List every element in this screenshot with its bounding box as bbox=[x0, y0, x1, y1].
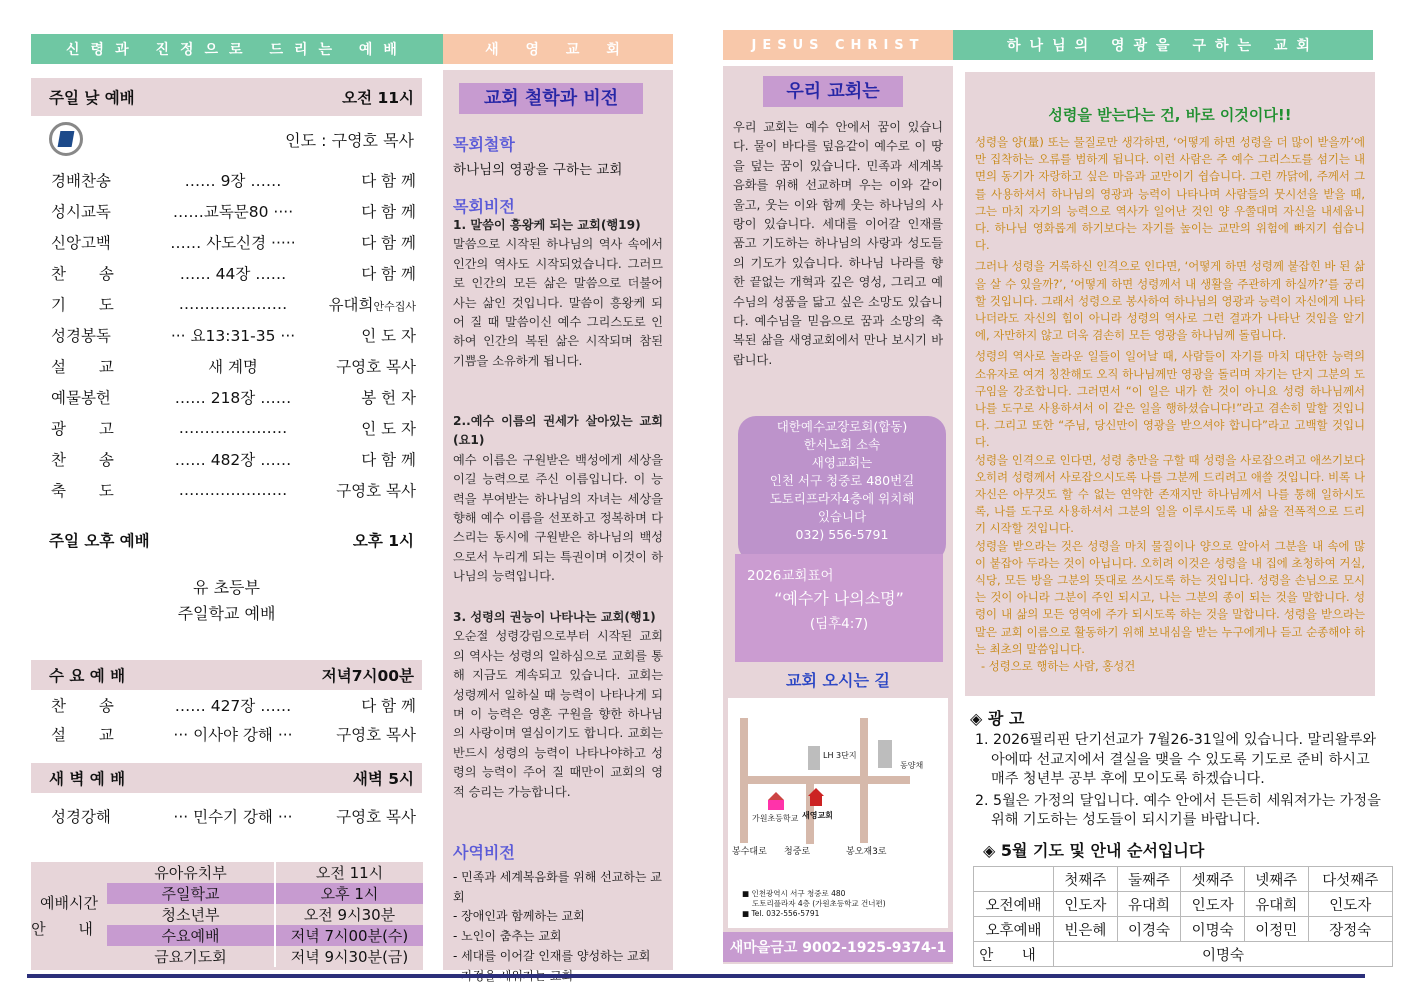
mission-item: - 민족과 세계복음화를 위해 선교하는 교회 bbox=[453, 870, 662, 904]
schedule-label bbox=[31, 862, 107, 970]
order-detail: …… 482장 …… bbox=[174, 450, 292, 469]
month-guide-label: 안 내 bbox=[974, 942, 1054, 967]
holy-spirit-panel bbox=[965, 72, 1375, 696]
month-row-label: 오전예배 bbox=[974, 892, 1054, 917]
article-p1: 성령을 양(量) 또는 물질로만 생각하면, ‘어떻게 하면 성령을 더 많이 받을까’에만 집착하는 오류를 범하게 됩니다. 이런 사람은 주 예수 그리스도를 섬기는 내면의 동기가 자랑하고 싶은 마음과 교만이기 쉽습니다. 그런 까닭에, 주께서 그를 사용하셔서 하나님의 영광과 능력이 나타나며 사람들의 뭇시선을 받을 때, 그는 마치 자기의 능력으로 역사가 일어난 것인 양 우쭐대며 자신을 내세웁니다. 하나님 영화롭게 하기보다는 자기를 높이는 교만의 위험에 빠지기 쉽습니다. bbox=[975, 135, 1365, 253]
schedule-time: 저녁 9시30분(금) bbox=[275, 946, 423, 967]
schedule-row bbox=[107, 862, 423, 883]
wednesday-order bbox=[31, 690, 422, 750]
jesus-christ-banner: JESUS CHRIST bbox=[723, 30, 953, 60]
sunday-pm-line2: 주일학교 예배 bbox=[177, 604, 276, 623]
map-label-lh: LH 3단지 bbox=[823, 751, 857, 760]
schedule-name: 수요예배 bbox=[107, 925, 275, 946]
map-address-1: ■ 인천광역시 서구 청중로 480 bbox=[742, 889, 846, 898]
wednesday-time: 저녁7시00분 bbox=[321, 667, 414, 685]
order-row bbox=[31, 443, 422, 474]
wednesday-header bbox=[31, 660, 422, 690]
order-person bbox=[361, 324, 416, 346]
wednesday-service bbox=[31, 660, 422, 750]
month-guide-row bbox=[974, 942, 1393, 967]
vision-2-title: 2..예수 이름의 권세가 살아있는 교회(요1) bbox=[453, 414, 663, 448]
schedule-time: 오전 9시30분 bbox=[275, 904, 423, 925]
order-detail: ………………… bbox=[178, 418, 288, 437]
order-detail: ··· 민수기 강해 ··· bbox=[173, 808, 293, 826]
order-name: 찬 송 bbox=[51, 450, 128, 469]
order-detail: …… 44장 …… bbox=[179, 264, 287, 283]
month-row bbox=[974, 892, 1393, 917]
order-detail: ··· 요13:31-35 ··· bbox=[170, 326, 296, 345]
order-person-name: 다 함 께 bbox=[361, 696, 416, 715]
month-row-label: 오후예배 bbox=[974, 917, 1054, 942]
order-row bbox=[31, 257, 422, 288]
church-info-line: 인천 서구 청중로 480번길 bbox=[769, 473, 915, 488]
order-row bbox=[31, 801, 422, 831]
right-top-banner: 하나님의 영광을 구하는 교회 bbox=[953, 30, 1373, 60]
about-title: 우리 교회는 bbox=[763, 76, 903, 107]
article-p3: 성령의 역사로 놀라운 일들이 일어날 때, 사람들이 자기를 마치 대단한 능력의 소유자로 여겨 칭찬해도 오직 하나님께만 영광을 돌리며 자기는 단지 그분의 도구임을 강조합니다. 그러면서 “이 일은 내가 한 것이 아니요 성령 하나님께서 나를 도구로 사용하셔서 이 같은 일을 행하셨습니다!”라고 겸손히 말할 것입니다. 그리고 또한 “주님, 당신만이 영광을 받으셔야 합니다”라고 고백할 것입니다. bbox=[975, 349, 1365, 450]
dawn-header bbox=[31, 763, 422, 793]
vision-2-body: 예수 이름은 구원받은 백성에게 세상을 이길 능력으로 주신 이름입니다. 이 능력을 부여받는 하나님의 자녀는 세상을 향해 예수 이름을 선포하고 정복하며 다스리는 동시에 구원받은 하나님의 백성으로서 누리게 되는 특권이며 이것이 하나님의 능력입니다. bbox=[453, 452, 663, 584]
month-cell: 인도자 bbox=[1308, 892, 1392, 917]
order-person bbox=[336, 355, 416, 377]
vision-3-title: 3. 성령의 권능이 나타나는 교회(행1) bbox=[453, 610, 656, 624]
order-person-name: 다 함 께 bbox=[361, 264, 416, 283]
month-corner bbox=[974, 867, 1054, 892]
article-p5: 성령을 받으라는 것은 성령을 마치 물질이나 양으로 알아서 그분을 내 속에 많이 붙잡아 두라는 것이 아닙니다. 오히려 이것은 성령을 내 집에 초청하여 거실, 식당, 모든 방을 그분의 뜻대로 쓰시도록 하는 것입니다. 성령을 손님으로 모시는 것이 아니라 그분이 주인 되시고, 나는 그분의 종이 되는 것을 말합니다. 성령이 내 삶의 모든 영역에 주가 되시도록 하는 것을 말합니다. 성령을 받으라는 말은 교회 이름으로 활동하기 위해 보내심을 받는 누구에게나 듣고 순종해야 하는 최초의 말씀입니다. bbox=[975, 538, 1365, 656]
schedule-label-2: 안 내 bbox=[31, 920, 107, 938]
dawn-service bbox=[31, 763, 422, 843]
map-label-church: 새영교회 bbox=[802, 811, 833, 820]
service-leader: 인도 : 구영호 목사 bbox=[285, 131, 414, 150]
schedule-time: 오전 11시 bbox=[275, 862, 423, 883]
order-detail: …… 사도신경 ····· bbox=[170, 233, 296, 252]
order-detail: 새 계명 bbox=[208, 357, 258, 376]
wednesday-title: 수 요 예 배 bbox=[49, 667, 126, 685]
church-info-line: 대한예수교장로회(합동) bbox=[776, 419, 908, 434]
motto-text: “예수가 나의소명” bbox=[774, 589, 904, 608]
mission-item: - 세대를 이어갈 인재를 양성하는 교회 bbox=[453, 948, 651, 963]
order-person bbox=[329, 293, 416, 315]
month-week-header: 둘째주 bbox=[1117, 867, 1181, 892]
order-detail: ……교독문80 ···· bbox=[172, 202, 294, 221]
holy-spirit-article bbox=[975, 134, 1365, 675]
article-p2: 그러나 성령을 거룩하신 인격으로 인다면, ‘어떻게 하면 성령께 붙잡힌 바 된 삶을 살 수 있을까?’, ‘어떻게 하면 성령께서 내 생활을 주관하게 하실까?’를 궁리할 것입니다. 그래서 성령으로 봉사하여 하나님의 영광과 능력이 자신에게 나타나더라도 자신의 힘이 아니라 성령의 역사로 그런 결과가 나타난 것임을 알기에, 자만하지 않고 더욱 겸손히 모든 영광을 하나님께 돌립니다. bbox=[975, 259, 1365, 343]
map-label-dongyang: 동양채 bbox=[900, 761, 924, 770]
schedule-table bbox=[107, 862, 423, 967]
dawn-title: 새 벽 예 배 bbox=[49, 770, 126, 788]
article-signature: - 성령으로 행하는 사람, 홍성건 bbox=[981, 659, 1136, 674]
order-name: 성시교독 bbox=[51, 202, 111, 221]
schedule-time: 저녁 7시00분(수) bbox=[275, 925, 423, 946]
order-row bbox=[31, 350, 422, 381]
order-person-name: 다 함 께 bbox=[361, 450, 416, 469]
order-person bbox=[361, 231, 416, 253]
mission-item: - 장애인과 함께하는 교회 bbox=[453, 909, 585, 924]
church-info-line: 있습니다 bbox=[817, 509, 867, 524]
month-cell: 이명숙 bbox=[1181, 917, 1245, 942]
map-label-road1: 봉수대로 bbox=[732, 847, 767, 857]
mission-item: - 노인이 춤추는 교회 bbox=[453, 929, 562, 944]
holy-spirit-title: 성령을 받는다는 건, 바로 이것이다!! bbox=[1048, 106, 1292, 124]
order-name: 기 도 bbox=[51, 295, 128, 314]
order-name: 성경봉독 bbox=[51, 326, 111, 345]
ad-title: ◈ 광 고 bbox=[970, 709, 1025, 728]
schedule-row bbox=[107, 904, 423, 925]
ad-item: 2. 5월은 가정의 달입니다. 예수 안에서 든든히 세워져가는 가정을 위해 기도하는 성도들이 되시기를 바랍니다. bbox=[975, 792, 1381, 828]
order-name: 축 도 bbox=[51, 481, 128, 500]
dawn-time: 새벽 5시 bbox=[352, 770, 414, 788]
month-week-header: 셋째주 bbox=[1181, 867, 1245, 892]
order-row bbox=[31, 226, 422, 257]
left-top-banner: 신령과 진정으로 드리는 예배 bbox=[31, 34, 443, 64]
sunday-am-order bbox=[31, 164, 422, 504]
ministry-vision-heading: 목회비전 bbox=[453, 197, 515, 216]
vision-2 bbox=[453, 412, 663, 587]
footer-line bbox=[27, 974, 1365, 978]
order-row bbox=[31, 719, 422, 748]
philosophy-title: 교회 철학과 비전 bbox=[459, 83, 643, 114]
order-person-name: 구영호 목사 bbox=[336, 725, 416, 744]
motto-reference: (딤후4:7) bbox=[809, 616, 869, 632]
order-person-name: 인 도 자 bbox=[361, 326, 416, 345]
month-week-header: 다섯째주 bbox=[1308, 867, 1392, 892]
sunday-pm-time: 오후 1시 bbox=[352, 532, 414, 550]
vision-3 bbox=[453, 608, 663, 802]
ministry-philosophy-heading: 목회철학 bbox=[453, 135, 515, 154]
order-person-name: 봉 헌 자 bbox=[361, 388, 416, 407]
order-person bbox=[361, 386, 416, 408]
order-person bbox=[336, 805, 416, 827]
order-person bbox=[361, 448, 416, 470]
sunday-am-time: 오전 11시 bbox=[342, 89, 414, 107]
month-cell: 인도자 bbox=[1054, 892, 1118, 917]
dawn-order bbox=[31, 801, 422, 841]
month-row bbox=[974, 917, 1393, 942]
order-person-name: 다 함 께 bbox=[361, 171, 416, 190]
order-name: 예물봉헌 bbox=[51, 388, 111, 407]
month-title: ◈ 5월 기도 및 안내 순서입니다 bbox=[983, 841, 1205, 860]
order-detail: ………………… bbox=[178, 480, 288, 499]
vision-1-body: 말씀으로 시작된 하나님의 역사 속에서 인간의 역사도 시작되었습니다. 그러므로 인간의 모든 삶은 말씀으로 더불어 사는 삶인 것입니다. 말씀이 흥왕케 되어 질 때 말씀이신 예수 그리스도로 인하여 인간의 복된 삶은 시작되며 참된 기쁨을 소유하게 됩니다. bbox=[453, 237, 663, 368]
bank-account: 새마을금고 9002-1925-9374-1 bbox=[723, 932, 953, 962]
motto-box bbox=[735, 554, 943, 662]
month-cell: 유대희 bbox=[1117, 892, 1181, 917]
order-person-name: 유대희 bbox=[328, 295, 374, 314]
order-row bbox=[31, 288, 422, 319]
order-detail: ………………… bbox=[178, 294, 288, 313]
order-row bbox=[31, 319, 422, 350]
ad-list bbox=[975, 731, 1383, 833]
order-row bbox=[31, 164, 422, 195]
order-person bbox=[361, 200, 416, 222]
order-person bbox=[361, 262, 416, 284]
order-person bbox=[361, 417, 416, 439]
sunday-pm-line1: 유 초등부 bbox=[193, 578, 260, 597]
sunday-pm-header bbox=[31, 525, 422, 555]
about-body: 우리 교회는 예수 안에서 꿈이 있습니다. 물이 바다를 덮음같이 예수로 이 땅을 덮는 꿈이 있습니다. 민족과 세계복음화를 위해 선교하며 우는 이와 같이 울고, 웃는 이와 함께 웃는 하나님의 사랑이 있습니다. 세대를 이어갈 인재를 품고 기도하는 하나님의 사랑과 성도들의 기도가 있습니다. 하나님 나라를 향한 끝없는 개혁과 깊은 영성, 그리고 예수님의 성품을 닮고 싶은 소망도 있습니다. 예수님을 믿음으로 꿈과 소망의 축복된 삶을 새영교회에서 만나 보시기 바랍니다. bbox=[733, 120, 943, 367]
vision-3-body: 오순절 성령강림으로부터 시작된 교회의 역사는 성령의 일하심으로 교회를 통해 지금도 계속되고 있습니다. 교회는 성령께서 일하실 때 능력이 나타나게 되며 이 능력은 영혼 구원을 향한 하나님의 사랑이며 열심이기도 합니다. 교회는 반드시 성령의 능력이 나타나야하고 성령의 능력이 주어 질 때만이 교회의 영적 승리는 가능합니다. bbox=[453, 629, 663, 799]
month-cell: 장정숙 bbox=[1308, 917, 1392, 942]
map-label-road3: 봉오재3로 bbox=[846, 847, 887, 857]
schedule-name: 청소년부 bbox=[107, 904, 275, 925]
order-detail: …… 9장 …… bbox=[184, 171, 282, 190]
order-row bbox=[31, 474, 422, 505]
order-name: 찬 송 bbox=[51, 264, 128, 283]
church-info-line: 032) 556-5791 bbox=[795, 527, 889, 542]
order-person-name: 구영호 목사 bbox=[336, 481, 416, 500]
schedule-name: 주일학교 bbox=[107, 883, 275, 904]
month-cell: 유대희 bbox=[1244, 892, 1308, 917]
order-person-name: 구영호 목사 bbox=[336, 357, 416, 376]
order-person-name: 다 함 께 bbox=[361, 233, 416, 252]
order-name: 광 고 bbox=[51, 419, 128, 438]
ministry-philosophy-text: 하나님의 영광을 구하는 교회 bbox=[453, 162, 623, 178]
mission-list bbox=[453, 868, 668, 986]
order-name: 성경강해 bbox=[51, 808, 111, 826]
about-panel bbox=[723, 66, 953, 964]
order-name: 찬 송 bbox=[51, 696, 128, 715]
order-detail: ··· 이사야 강해 ··· bbox=[173, 725, 293, 744]
month-cell: 이정민 bbox=[1244, 917, 1308, 942]
philosophy-panel bbox=[443, 70, 673, 970]
order-row bbox=[31, 381, 422, 412]
order-person-name: 구영호 목사 bbox=[336, 808, 416, 826]
schedule-time: 오후 1시 bbox=[275, 883, 423, 904]
map-tel: ■ Tel. 032-556-5791 bbox=[742, 909, 820, 918]
order-person-name: 다 함 께 bbox=[361, 202, 416, 221]
church-info-box bbox=[738, 416, 946, 562]
church-info-line: 한서노회 소속 bbox=[803, 437, 881, 452]
map-address-2: 도토리플라자 4층 (가원초등학교 건너편) bbox=[752, 899, 886, 908]
order-person-title: 안수집사 bbox=[373, 299, 416, 313]
order-name: 신앙고백 bbox=[51, 233, 111, 252]
month-guide-value: 이명숙 bbox=[1054, 942, 1393, 967]
sunday-am-header bbox=[31, 78, 422, 116]
location-map bbox=[728, 698, 948, 928]
sunday-pm-service bbox=[31, 525, 422, 650]
order-name: 설 교 bbox=[51, 725, 128, 744]
sunday-am-service bbox=[31, 78, 422, 510]
order-row bbox=[31, 195, 422, 226]
church-info-line: 도토리프라자4층에 위치해 bbox=[769, 491, 915, 506]
vision-1-title: 1. 말씀이 흥왕케 되는 교회(행19) bbox=[453, 218, 641, 232]
directions-title: 교회 오시는 길 bbox=[786, 671, 890, 690]
schedule-box bbox=[31, 862, 423, 970]
schedule-label-1: 예배시간 bbox=[40, 894, 98, 912]
order-person bbox=[361, 169, 416, 191]
schedule-row bbox=[107, 883, 423, 904]
order-person bbox=[361, 694, 416, 716]
vision-1 bbox=[453, 216, 663, 371]
sunday-am-title: 주일 낮 예배 bbox=[49, 89, 135, 107]
schedule-name: 금요기도회 bbox=[107, 946, 275, 967]
order-person-name: 인 도 자 bbox=[361, 419, 416, 438]
ad-item: 1. 2026필리핀 단기선교가 7월26-31일에 있습니다. 말리왈루와 아에따 선교지에서 결실을 맺을 수 있도록 기도로 준비 하시고 매주 청년부 공부 후에 모이도록 하겠습니다. bbox=[975, 732, 1377, 787]
article-p4: 성령을 인격으로 인다면, 성령 충만을 구할 때 성령을 사로잡으려고 애쓰기보다 오히려 성령께서 사로잡으시도록 나를 그분께 드리려고 애쓸 것입니다. 비록 나 자신은 아무것도 할 수 없는 연약한 존재지만 하나님께서 나를 통해 일하시도록, 나를 도구로 사용하셔서 그분의 일을 이루시도록 내 삶을 전폭적으로 드리기 시작할 것입니다. bbox=[975, 452, 1365, 536]
order-name: 경배찬송 bbox=[51, 171, 111, 190]
order-person bbox=[336, 723, 416, 745]
month-week-header: 첫째주 bbox=[1054, 867, 1118, 892]
church-info-line: 새영교회는 bbox=[811, 455, 873, 470]
schedule-row bbox=[107, 925, 423, 946]
order-person bbox=[336, 479, 416, 501]
mission-vision-heading: 사역비전 bbox=[453, 843, 515, 862]
order-detail: …… 218장 …… bbox=[174, 388, 292, 407]
church-logo-icon bbox=[49, 122, 83, 156]
order-row bbox=[31, 690, 422, 719]
map-label-school: 가원초등학교 bbox=[752, 814, 799, 823]
order-detail: …… 427장 …… bbox=[174, 696, 292, 715]
order-row bbox=[31, 412, 422, 443]
schedule-name: 유아유치부 bbox=[107, 862, 275, 883]
month-schedule-table bbox=[973, 866, 1393, 967]
month-cell: 빈은혜 bbox=[1054, 917, 1118, 942]
order-name: 설 교 bbox=[51, 357, 128, 376]
sunday-pm-title: 주일 오후 예배 bbox=[49, 532, 150, 550]
motto-label: 2026교회표어 bbox=[747, 568, 834, 584]
month-cell: 이경숙 bbox=[1117, 917, 1181, 942]
month-cell: 인도자 bbox=[1181, 892, 1245, 917]
schedule-row bbox=[107, 946, 423, 967]
month-week-header: 넷째주 bbox=[1244, 867, 1308, 892]
month-header-row bbox=[974, 867, 1393, 892]
map-label-road2: 청중로 bbox=[784, 847, 811, 857]
church-name-banner: 새 영 교 회 bbox=[443, 34, 673, 64]
